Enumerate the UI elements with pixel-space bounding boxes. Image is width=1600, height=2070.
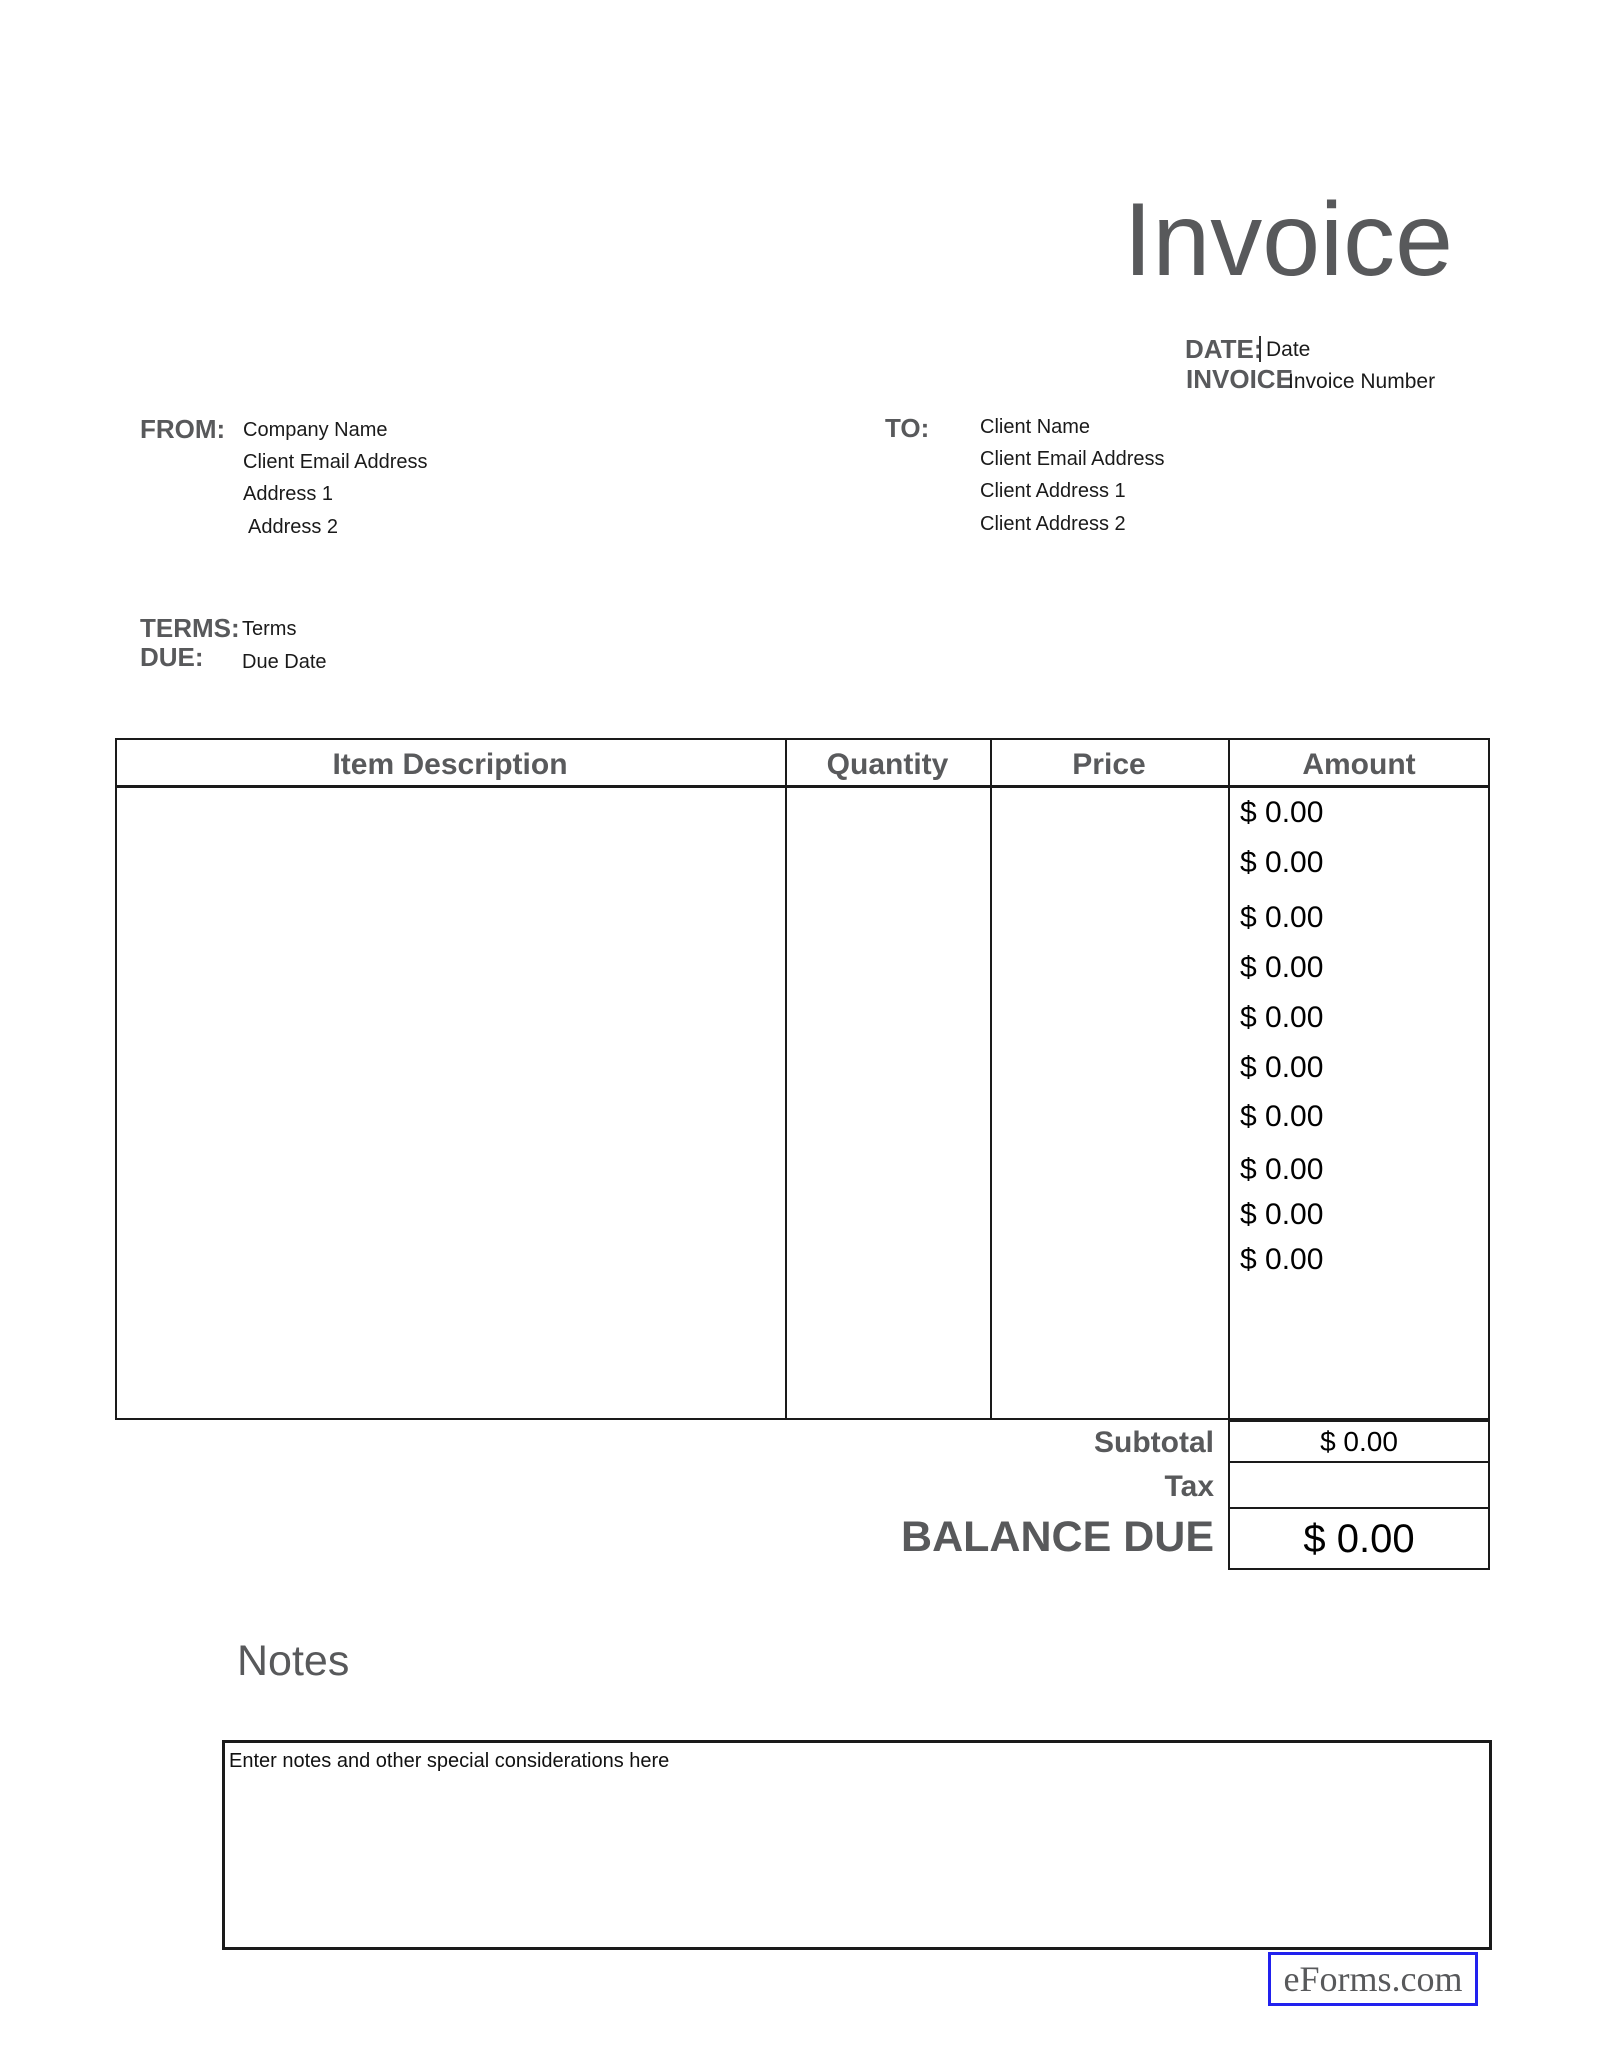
amount-cell[interactable]: $ 0.00 xyxy=(1240,1153,1324,1186)
notes-heading: Notes xyxy=(237,1637,350,1685)
amount-cell[interactable]: $ 0.00 xyxy=(1240,1051,1324,1084)
notes-field[interactable] xyxy=(222,1740,1492,1950)
balance-due-label: BALANCE DUE xyxy=(901,1513,1214,1561)
invoice-number-label: INVOICE xyxy=(1186,364,1293,394)
invoice-number-field[interactable]: Invoice Number xyxy=(1288,370,1436,393)
quantity-cell[interactable] xyxy=(787,787,988,1418)
notes-placeholder: Enter notes and other special considerations here xyxy=(229,1750,670,1772)
from-email-field[interactable]: Client Email Address xyxy=(243,451,428,473)
column-header-price: Price xyxy=(1072,748,1146,781)
terms-label: TERMS: xyxy=(140,613,240,643)
to-client-name-field[interactable]: Client Name xyxy=(980,416,1091,438)
balance-due-value[interactable]: $ 0.00 xyxy=(1303,1517,1415,1561)
amount-cell[interactable]: $ 0.00 xyxy=(1240,796,1324,829)
item-description-cell[interactable] xyxy=(117,787,783,1418)
text-cursor xyxy=(1259,336,1261,362)
amount-cell[interactable]: $ 0.00 xyxy=(1240,846,1324,879)
eforms-logo-text: eForms.com xyxy=(1283,1959,1463,1999)
subtotal-value[interactable]: $ 0.00 xyxy=(1320,1426,1398,1457)
invoice-title: Invoice xyxy=(1123,182,1453,298)
to-address2-field[interactable]: Client Address 2 xyxy=(980,513,1126,535)
price-cell[interactable] xyxy=(992,787,1226,1418)
tax-field[interactable] xyxy=(1228,1461,1490,1509)
amount-cell[interactable]: $ 0.00 xyxy=(1240,1100,1324,1133)
subtotal-label: Subtotal xyxy=(1094,1426,1214,1459)
due-date-field[interactable]: Due Date xyxy=(242,651,327,673)
column-header-item-description: Item Description xyxy=(332,748,568,781)
amount-cell[interactable]: $ 0.00 xyxy=(1240,1198,1324,1231)
to-address1-field[interactable]: Client Address 1 xyxy=(980,480,1126,502)
from-address1-field[interactable]: Address 1 xyxy=(243,483,334,505)
from-label: FROM: xyxy=(140,414,226,444)
from-address2-field[interactable]: Address 2 xyxy=(248,516,339,538)
amount-cell[interactable]: $ 0.00 xyxy=(1240,951,1324,984)
amount-cell[interactable]: $ 0.00 xyxy=(1240,1243,1324,1276)
eforms-logo-link[interactable] xyxy=(1268,1952,1478,2006)
column-header-quantity: Quantity xyxy=(826,748,949,781)
due-label: DUE: xyxy=(140,642,204,672)
from-company-name-field[interactable]: Company Name xyxy=(243,419,388,441)
amount-cell[interactable]: $ 0.00 xyxy=(1240,901,1324,934)
date-label: DATE: xyxy=(1185,334,1263,364)
to-email-field[interactable]: Client Email Address xyxy=(980,448,1165,470)
date-field[interactable]: Date xyxy=(1266,338,1311,361)
column-divider-3 xyxy=(1228,738,1230,1420)
column-header-amount: Amount xyxy=(1302,748,1416,781)
amount-cell[interactable]: $ 0.00 xyxy=(1240,1001,1324,1034)
terms-field[interactable]: Terms xyxy=(242,618,297,640)
tax-label: Tax xyxy=(1164,1470,1214,1503)
to-label: TO: xyxy=(885,413,930,443)
